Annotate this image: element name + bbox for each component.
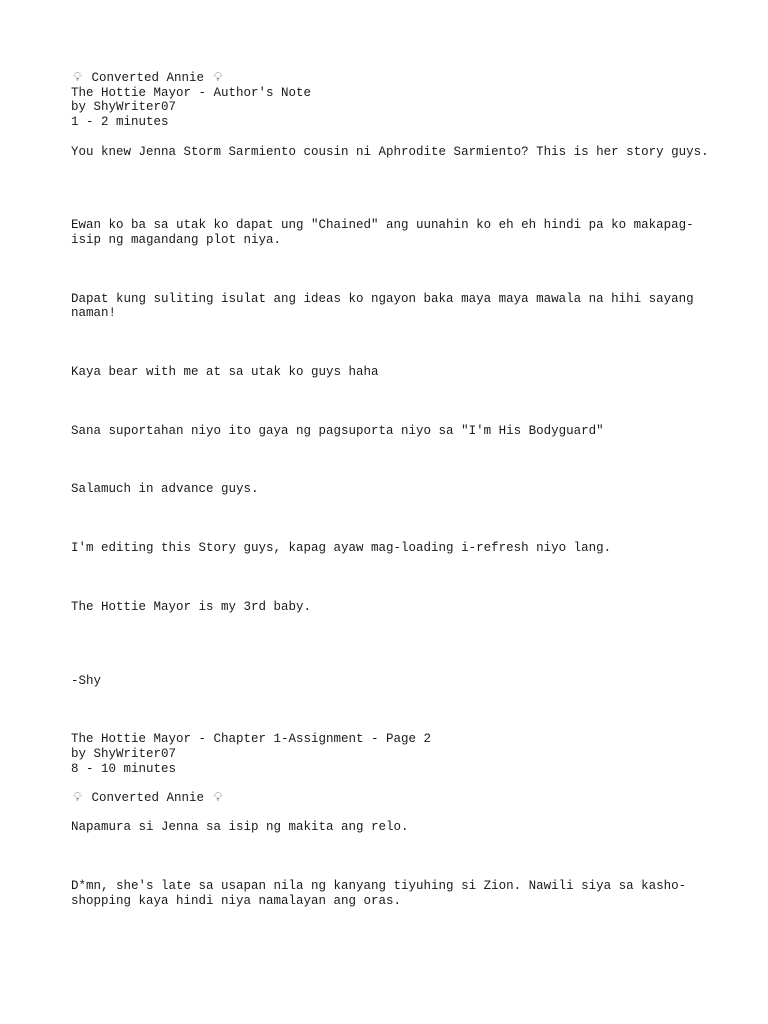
chapter-title: The Hottie Mayor - Chapter 1-Assignment - Page 2 bbox=[71, 732, 432, 747]
paragraph: You knew Jenna Storm Sarmiento cousin ni Aphrodite Sarmiento? This is her story guys. bbox=[71, 144, 709, 159]
paragraph: Salamuch in advance guys. bbox=[71, 482, 259, 497]
paragraph: D*mn, she's late sa usapan nila ng kanyang tiyuhing si Zion. Nawili siya sa kasho-shopping kaya hindi niya namalayan ang oras. bbox=[71, 879, 687, 908]
paragraph: Ewan ko ba sa utak ko dapat ung "Chained" ang uunahin ko eh eh hindi pa ko makapag-isip ng magandang plot niya. bbox=[71, 218, 694, 247]
bulb-icon: 💡︎ bbox=[213, 791, 223, 806]
bulb-icon: 💡︎ bbox=[213, 71, 223, 85]
chapter-title: The Hottie Mayor - Author's Note bbox=[71, 85, 312, 100]
converted-marker bbox=[71, 791, 711, 806]
bulb-icon: 💡︎ bbox=[73, 791, 82, 806]
marker-text: Converted Annie bbox=[91, 71, 205, 85]
marker-text: Converted Annie bbox=[91, 791, 205, 806]
reading-time: 1 - 2 minutes bbox=[71, 115, 169, 130]
converted-marker bbox=[71, 71, 711, 86]
paragraph: Napamura si Jenna sa isip ng makita ang relo. bbox=[71, 820, 409, 835]
paragraph: The Hottie Mayor is my 3rd baby. bbox=[71, 599, 312, 614]
document-page bbox=[71, 71, 711, 909]
paragraph: Dapat kung suliting isulat ang ideas ko ngayon baka maya maya mawala na hihi sayang naman! bbox=[71, 291, 702, 321]
paragraph: Sana suportahan niyo ito gaya ng pagsuporta niyo sa "I'm His Bodyguard" bbox=[71, 423, 604, 438]
paragraph: Kaya bear with me at sa utak ko guys haha bbox=[71, 365, 379, 380]
signature: -Shy bbox=[71, 673, 102, 688]
reading-time: 8 - 10 minutes bbox=[71, 761, 177, 776]
author-byline: by ShyWriter07 bbox=[71, 100, 177, 115]
paragraph: I'm editing this Story guys, kapag ayaw mag-loading i-refresh niyo lang. bbox=[71, 541, 612, 556]
author-byline: by ShyWriter07 bbox=[71, 746, 177, 761]
bulb-icon: 💡︎ bbox=[73, 71, 82, 85]
